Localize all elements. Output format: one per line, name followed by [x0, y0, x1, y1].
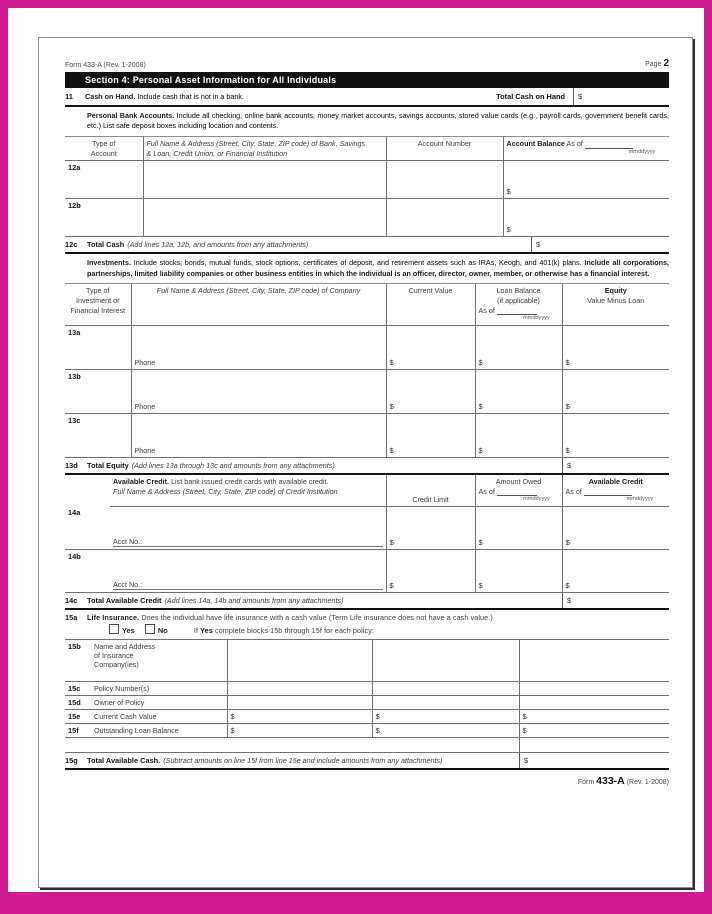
row-15f-policy1-input[interactable]: $ — [227, 724, 372, 738]
line-11-label: Cash on Hand. — [85, 92, 136, 101]
footer-revision: (Rev. 1-2008) — [626, 778, 669, 786]
line-12c-label: Total Cash — [87, 240, 125, 250]
row-15c-label: Policy Number(s) — [91, 682, 227, 696]
row-15b-number: 15b — [65, 640, 91, 682]
line-11-text — [85, 92, 496, 101]
total-cash-on-hand-label: Total Cash on Hand — [496, 92, 565, 101]
bank-accounts-table — [65, 137, 669, 237]
account-balance-date-hint: mmddyyyy — [628, 148, 656, 155]
row-13a-current-value-input[interactable]: $ — [386, 325, 475, 369]
row-13c-equity-input[interactable]: $ — [562, 413, 669, 457]
row-13a-phone-label: Phone — [134, 357, 156, 367]
loan-balance-date-hint: mmddyyyy — [523, 315, 550, 322]
col-available-credit-asof: As of — [565, 486, 582, 496]
row-13c-company-input[interactable] — [131, 413, 386, 457]
spacer-c3 — [227, 738, 372, 752]
col-bank-name-address-l1: Full Name & Address (Street, City, State, ZIP code) of Bank, Savings — [146, 138, 366, 148]
col-loan-balance-l2: (if applicable) — [497, 295, 540, 305]
credit-instructions — [110, 475, 386, 506]
col-loan-balance — [475, 284, 562, 325]
account-balance-date-line[interactable] — [585, 141, 633, 149]
page-indicator — [645, 58, 669, 69]
row-14a-institution-input[interactable] — [110, 506, 386, 549]
life-insurance-table — [65, 640, 669, 752]
row-15c-policy3-input[interactable] — [519, 682, 669, 696]
row-14a-acct-label: Acct No.: — [113, 537, 383, 547]
line-14c-amount-field[interactable]: $ — [562, 593, 669, 608]
table-row — [65, 413, 669, 457]
line-15g-label: Total Available Cash. — [87, 755, 161, 765]
row-13c-loan-balance-input[interactable]: $ — [475, 413, 562, 457]
spacer-c1 — [65, 738, 91, 752]
option-yes-label: Yes — [122, 626, 135, 636]
investments-instructions — [65, 254, 669, 284]
credit-heading-text: List bank issued credit cards with available credit. — [171, 476, 329, 486]
bank-accounts-heading: Personal Bank Accounts. — [87, 111, 175, 120]
row-15f-policy3-input[interactable]: $ — [519, 724, 669, 738]
col-type-of-account-l2: Account — [90, 148, 117, 158]
table-row — [65, 506, 669, 549]
row-12b-balance-input[interactable]: $ — [503, 199, 669, 237]
table-row — [65, 640, 669, 682]
credit-header-spacer — [65, 475, 110, 506]
row-14a-credit-limit-input[interactable]: $ — [386, 506, 475, 549]
form-header-row — [65, 58, 669, 69]
line-15a-number: 15a — [65, 612, 78, 622]
line-15g-total-available-cash — [65, 752, 669, 770]
table-row — [65, 724, 669, 738]
total-cash-on-hand-field[interactable]: $ — [573, 88, 669, 105]
instruction-bold: Yes — [200, 626, 213, 636]
col-credit-limit-label: Credit Limit — [412, 494, 449, 504]
row-15c-policy1-input[interactable] — [227, 682, 372, 696]
spacer-c4 — [372, 738, 519, 752]
row-14b-amount-owed-input[interactable]: $ — [475, 549, 562, 592]
footer-form-label: Form — [577, 778, 595, 786]
col-amount-owed-asof: As of — [478, 486, 495, 496]
row-13c-phone-label: Phone — [134, 445, 156, 455]
row-15c-number: 15c — [65, 682, 91, 696]
row-15e-policy1-input[interactable]: $ — [227, 710, 372, 724]
row-15b-policy2-input[interactable] — [372, 640, 519, 682]
col-available-credit-label: Available Credit — [588, 476, 643, 486]
row-14b-available-credit-input[interactable]: $ — [562, 549, 669, 592]
available-credit-table — [65, 475, 669, 593]
row-12b-bank-input[interactable] — [143, 199, 386, 237]
available-credit-date-hint: mmddyyyy — [626, 496, 654, 503]
table-row — [65, 325, 669, 369]
row-14a-number: 14a — [65, 506, 110, 549]
table-row — [65, 682, 669, 696]
col-loan-balance-asof: As of — [478, 305, 495, 315]
row-15f-number: 15f — [65, 724, 91, 738]
row-15c-policy2-input[interactable] — [372, 682, 519, 696]
bank-accounts-instructions — [65, 107, 669, 137]
line-15a-label: Life Insurance. — [87, 612, 140, 622]
col-amount-owed — [475, 475, 562, 506]
investments-table — [65, 284, 669, 458]
line-15a-question — [65, 610, 669, 622]
row-15d-number: 15d — [65, 696, 91, 710]
row-14b-credit-limit-input[interactable]: $ — [386, 549, 475, 592]
row-13b-company-input[interactable] — [131, 369, 386, 413]
row-15f-label: Outstanding Loan Balance — [91, 724, 227, 738]
form-sheet — [65, 58, 669, 787]
table-row — [65, 199, 669, 237]
row-15e-policy3-input[interactable]: $ — [519, 710, 669, 724]
investments-heading: Investments. — [87, 258, 131, 268]
col-type-of-account-l1: Type of — [91, 138, 116, 148]
line-15a-instruction — [194, 626, 374, 635]
credit-heading-sub: Full Name & Address (Street, City, State, ZIP code) of Credit Institution — [113, 486, 338, 496]
col-type-of-investment-l3: Financial Interest — [70, 305, 126, 315]
line-15g-amount-field[interactable]: $ — [519, 753, 669, 768]
bank-accounts-header-row — [65, 137, 669, 161]
option-no-label: No — [157, 626, 168, 636]
row-15d-label: Owner of Policy — [91, 696, 227, 710]
table-row — [65, 549, 669, 592]
line-13d-total-equity — [65, 458, 669, 475]
line-15g-number: 15g — [65, 755, 78, 765]
checkbox-no[interactable] — [145, 624, 155, 634]
line-15a-options — [65, 622, 669, 639]
row-12a-number: 12a — [65, 161, 143, 199]
line-14c-total-available-credit — [65, 593, 669, 610]
amount-owed-date-line[interactable] — [497, 488, 537, 496]
table-row — [65, 161, 669, 199]
investments-text-1: Include stocks, bonds, mutual funds, stock options, certificates of deposit, and retirement assets such as IRAs, Keogh, and 401(k) plans. — [133, 258, 582, 268]
spacer-c2 — [91, 738, 227, 752]
line-15a-text: Does the individual have life insurance with a cash value (Term Life insurance does not have a cash value.) — [141, 612, 493, 622]
row-15e-policy2-input[interactable]: $ — [372, 710, 519, 724]
col-type-of-investment-l1: Type of — [85, 286, 110, 296]
row-12a-balance-input[interactable]: $ — [503, 161, 669, 199]
row-13b-current-value-input[interactable]: $ — [386, 369, 475, 413]
row-15b-policy3-input[interactable] — [519, 640, 669, 682]
white-matte — [8, 8, 704, 892]
line-14c-number: 14c — [65, 595, 78, 605]
table-row — [65, 696, 669, 710]
amount-owed-date-hint: mmddyyyy — [523, 496, 550, 503]
row-12a-account-number-input[interactable] — [386, 161, 503, 199]
row-14a-amount-owed-input[interactable]: $ — [475, 506, 562, 549]
form-identifier: Form 433-A (Rev. 1-2008) — [65, 62, 146, 69]
row-13b-loan-balance-input[interactable]: $ — [475, 369, 562, 413]
row-13b-phone-label: Phone — [134, 401, 156, 411]
row-15d-policy2-input[interactable] — [372, 696, 519, 710]
line-12c-amount-field[interactable]: $ — [531, 237, 669, 252]
row-13a-company-input[interactable] — [131, 325, 386, 369]
col-company-name-address-label: Full Name & Address (Street, City, State, ZIP code) of Company — [156, 286, 361, 296]
table-row — [65, 710, 669, 724]
available-credit-header-row — [65, 475, 669, 506]
row-12b-account-number-input[interactable] — [386, 199, 503, 237]
form-footer — [65, 775, 669, 787]
page-label: Page — [645, 61, 662, 68]
line-14c-label: Total Available Credit — [87, 595, 162, 605]
document-page — [38, 37, 693, 888]
line-13d-label: Total Equity — [87, 460, 129, 470]
col-account-balance-asof: As of — [566, 138, 583, 148]
instruction-prefix: If — [193, 626, 199, 636]
line-12c-total-cash — [65, 237, 669, 254]
row-12a-bank-input[interactable] — [143, 161, 386, 199]
row-14b-number: 14b — [65, 549, 110, 592]
row-15b-policy1-input[interactable] — [227, 640, 372, 682]
col-bank-name-address — [143, 137, 386, 161]
col-current-value — [386, 284, 475, 325]
col-type-of-account — [65, 137, 143, 161]
investments-text-2: Include all corporations, partnerships, limited liability companies or other business entities in which the individual is an officer, director, owner, member, or otherwise has a financial interest. — [87, 258, 669, 278]
row-13c-current-value-input[interactable]: $ — [386, 413, 475, 457]
col-equity-sub: Value Minus Loan — [587, 295, 645, 305]
col-equity-label: Equity — [604, 286, 627, 296]
row-13c-number: 13c — [65, 413, 131, 457]
row-15d-policy3-input[interactable] — [519, 696, 669, 710]
available-credit-date-line[interactable] — [584, 488, 632, 496]
row-15b-label: Name and Address of Insurance Company(ies) — [91, 640, 227, 682]
line-11-number: 11 — [65, 92, 73, 101]
row-15e-number: 15e — [65, 710, 91, 724]
row-12b-number: 12b — [65, 199, 143, 237]
line-12c-parenthetical: (Add lines 12a, 12b, and amounts from any attachments) — [127, 240, 309, 250]
line-13d-parenthetical: (Add lines 13a through 13c and amounts from any attachments) — [131, 460, 335, 470]
row-14b-institution-input[interactable] — [110, 549, 386, 592]
col-bank-name-address-l2: & Loan, Credit Union, or Financial Institution — [146, 148, 288, 158]
col-account-balance — [503, 137, 669, 161]
line-14c-parenthetical: (Add lines 14a, 14b and amounts from any attachments) — [164, 595, 344, 605]
row-13b-equity-input[interactable]: $ — [562, 369, 669, 413]
row-13a-equity-input[interactable]: $ — [562, 325, 669, 369]
col-type-of-investment-l2: Investment or — [75, 295, 120, 305]
col-amount-owed-label: Amount Owed — [495, 476, 542, 486]
col-current-value-label: Current Value — [408, 286, 453, 296]
life-insurance-spacer-row — [65, 738, 669, 752]
row-15e-label: Current Cash Value — [91, 710, 227, 724]
line-11-description: Include cash that is not in a bank. — [137, 92, 245, 101]
investments-header-row — [65, 284, 669, 325]
row-15d-policy1-input[interactable] — [227, 696, 372, 710]
spacer-c5 — [519, 738, 669, 752]
row-14b-acct-label: Acct No.: — [113, 580, 383, 590]
row-14a-available-credit-input[interactable]: $ — [562, 506, 669, 549]
section-4-title: Section 4: Personal Asset Information for All Individuals — [65, 72, 669, 88]
line-13d-amount-field[interactable]: $ — [562, 458, 669, 473]
loan-balance-date-line[interactable] — [497, 307, 537, 315]
col-account-number-label: Account Number — [417, 138, 472, 148]
line-11-cash-on-hand — [65, 88, 669, 107]
instruction-suffix: complete blocks 15b through 15f for each policy: — [214, 626, 375, 636]
col-account-number — [386, 137, 503, 161]
row-13a-number: 13a — [65, 325, 131, 369]
line-13d-number: 13d — [65, 460, 78, 470]
line-12c-number: 12c — [65, 240, 78, 250]
page-number: 2 — [663, 58, 669, 69]
row-15f-policy2-input[interactable]: $ — [372, 724, 519, 738]
row-13a-loan-balance-input[interactable]: $ — [475, 325, 562, 369]
footer-form-number: 433-A — [596, 774, 625, 787]
col-type-of-investment — [65, 284, 131, 325]
col-company-name-address — [131, 284, 386, 325]
col-credit-limit — [386, 475, 475, 506]
bank-accounts-heading-text: Include all checking, online bank accounts, money market accounts, savings accounts, stored value cards (e.g., payroll cards, government benefit cards, etc.) List safe deposit boxes including location and contents. — [87, 111, 669, 131]
line-15g-parenthetical: (Subtract amounts on line 15f from line 15e and include amounts from any attachments) — [163, 755, 443, 765]
checkbox-yes[interactable] — [109, 624, 119, 634]
row-13b-number: 13b — [65, 369, 131, 413]
col-available-credit — [562, 475, 669, 506]
credit-heading: Available Credit. — [113, 476, 170, 486]
col-equity — [562, 284, 669, 325]
col-loan-balance-l1: Loan Balance — [496, 286, 541, 296]
col-account-balance-label: Account Balance — [506, 138, 565, 148]
table-row — [65, 369, 669, 413]
